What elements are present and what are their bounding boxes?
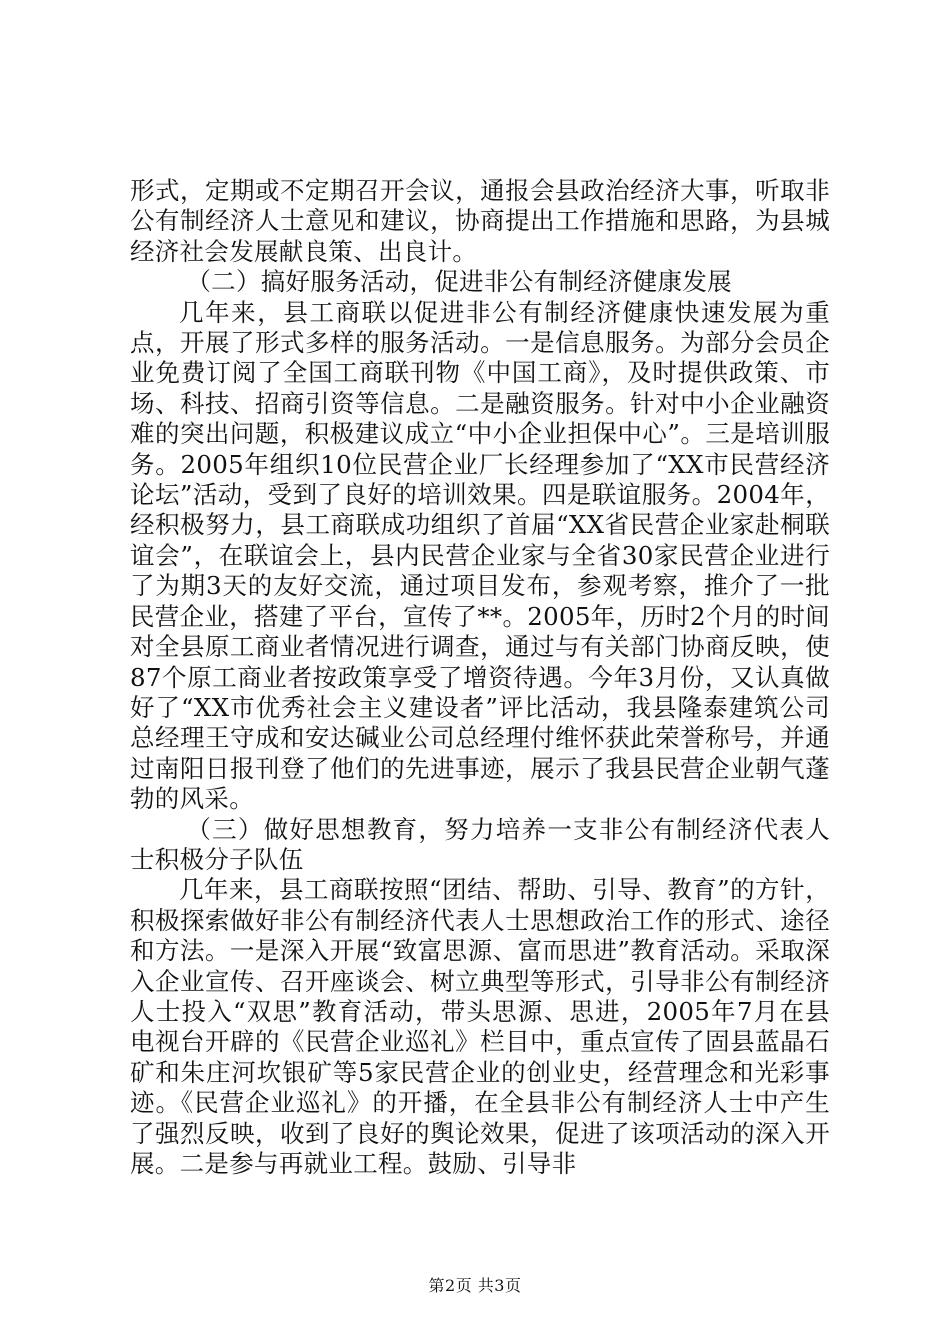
paragraph-ideological-education: 几年来，县工商联按照“团结、帮助、引导、教育”的方针，积极探索做好非公有制经济代表人士思想政治工作的形式、途径和方法。一是深入开展“致富思源、富而思进”教育活动。采取深入企业宣传、召开座谈会、树立典型等形式，引导非公有制经济人士投入“双思”教育活动，带头思源、思进，2005年7月在县电视台开辟的《民营企业巡礼》栏目中，重点宣传了固县蓝晶石矿和朱庄河坎银矿等5家民营企业的创业史，经营理念和光彩事迹。《民营企业巡礼》的开播，在全县非公有制经济人士中产生了强烈反映，收到了良好的舆论效果，促进了该项活动的深入开展。二是参与再就业工程。鼓励、引导非 <box>130 875 830 1178</box>
paragraph-service-activities: 几年来，县工商联以促进非公有制经济健康快速发展为重点，开展了形式多样的服务活动。一是信息服务。为部分会员企业免费订阅了全国工商联刊物《中国工商》，及时提供政策、市场、科技、招商引资等信息。二是融资服务。针对中小企业融资难的突出问题，积极建议成立“中小企业担保中心”。三是培训服务。2005年组织10位民营企业厂长经理参加了“XX市民营经济论坛”活动，受到了良好的培训效果。四是联谊服务。2004年，经积极努力，县工商联成功组织了首届“XX省民营企业家赴桐联谊会”，在联谊会上，县内民营企业家与全省30家民营企业进行了为期3天的友好交流，通过项目发布，参观考察，推介了一批民营企业，搭建了平台，宣传了**。2005年，历时2个月的时间对全县原工商业者情况进行调查，通过与有关部门协商反映，使87个原工商业者按政策享受了增资待遇。今年3月份，又认真做好了“XX市优秀社会主义建设者”评比活动，我县隆泰建筑公司总经理王守成和安达碱业公司总经理付维怀获此荣誉称号，并通过南阳日报刊登了他们的先进事迹，展示了我县民营企业朝气蓬勃的风采。 <box>130 297 830 814</box>
page-number-footer: 第2页 共3页 <box>428 1276 522 1295</box>
section-heading-3: （三）做好思想教育，努力培养一支非公有制经济代表人士积极分子队伍 <box>130 814 830 874</box>
document-body <box>130 176 830 1179</box>
paragraph-continuation: 形式，定期或不定期召开会议，通报会县政治经济大事，听取非公有制经济人士意见和建议，协商提出工作措施和思路，为县城经济社会发展献良策、出良计。 <box>130 176 830 266</box>
section-heading-2: （二）搞好服务活动，促进非公有制经济健康发展 <box>186 267 732 297</box>
